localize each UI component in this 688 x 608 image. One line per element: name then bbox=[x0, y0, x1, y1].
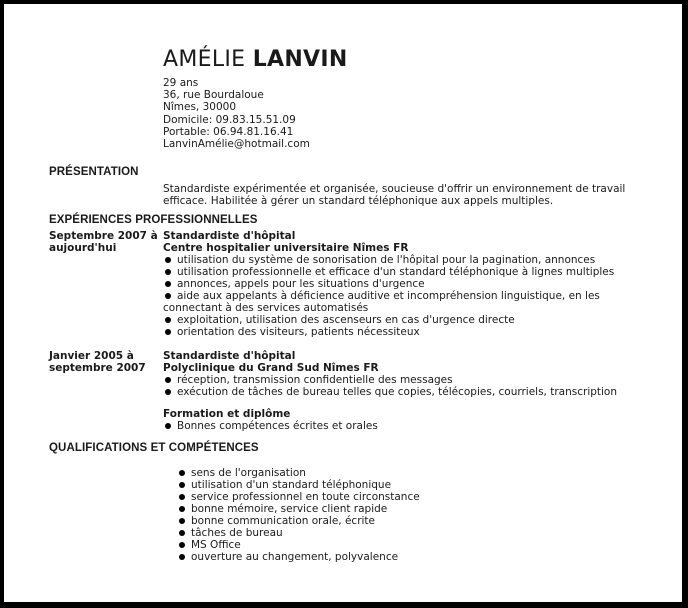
contact-block bbox=[163, 77, 310, 150]
job-position: Standardiste d'hôpital bbox=[163, 350, 296, 362]
list-item: réception, transmission confidentielle des messages bbox=[163, 374, 663, 386]
section-title-qualifications: QUALIFICATIONS ET COMPÉTENCES bbox=[49, 442, 259, 454]
bullet-icon bbox=[165, 423, 171, 429]
bullet-icon bbox=[165, 269, 171, 275]
address-city: Nîmes, 30000 bbox=[163, 101, 237, 114]
list-item: annonces, appels pour les situations d'urgence bbox=[163, 278, 663, 290]
qualifications-list bbox=[177, 467, 420, 563]
bullet-icon bbox=[165, 281, 171, 287]
section-title-presentation: PRÉSENTATION bbox=[49, 166, 139, 178]
list-item: utilisation du système de sonorisation de l'hôpital pour la pagination, annonces bbox=[163, 254, 663, 266]
job-dates: Septembre 2007 à aujourd'hui bbox=[49, 230, 158, 255]
mobile-phone: Portable: 06.94.81.16.41 bbox=[163, 125, 294, 138]
job-position: Standardiste d'hôpital bbox=[163, 230, 296, 242]
bullet-icon bbox=[179, 482, 185, 488]
list-item: Bonnes compétences écrites et orales bbox=[163, 420, 663, 432]
age: 29 ans bbox=[163, 77, 199, 89]
job-bullets bbox=[163, 374, 663, 398]
bullet-icon bbox=[179, 542, 185, 548]
list-item: service professionnel en toute circonstance bbox=[177, 491, 420, 503]
list-item: exploitation, utilisation des ascenseurs en cas d'urgence directe bbox=[163, 314, 663, 326]
list-item: ouverture au changement, polyvalence bbox=[177, 551, 420, 563]
job-bullets bbox=[163, 254, 663, 338]
job-dates: Janvier 2005 à septembre 2007 bbox=[49, 350, 146, 375]
list-item: sens de l'organisation bbox=[177, 467, 420, 479]
list-item: aide aux appelants à déficience auditive et incompréhension linguistique, en les connectant à des services automatisés bbox=[163, 290, 600, 314]
job-organization: Polyclinique du Grand Sud Nîmes FR bbox=[163, 362, 379, 374]
list-item: tâches de bureau bbox=[177, 527, 420, 539]
section-title-experience: EXPÉRIENCES PROFESSIONNELLES bbox=[49, 214, 258, 226]
list-item: bonne mémoire, service client rapide bbox=[177, 503, 420, 515]
list-item: MS Office bbox=[177, 539, 420, 551]
last-name: LANVIN bbox=[252, 47, 348, 72]
list-item: orientation des visiteurs, patients nécessiteux bbox=[163, 326, 663, 338]
bullet-icon bbox=[179, 470, 185, 476]
list-item: exécution de tâches de bureau telles que copies, télécopies, courriels, transcription bbox=[163, 386, 663, 398]
first-name: AMÉLIE bbox=[163, 47, 246, 72]
bullet-icon bbox=[165, 293, 171, 299]
bullet-icon bbox=[165, 329, 171, 335]
bullet-icon bbox=[179, 530, 185, 536]
home-phone: Domicile: 09.83.15.51.09 bbox=[163, 113, 296, 126]
email: LanvinAmélie@hotmail.com bbox=[163, 138, 310, 151]
job-organization: Centre hospitalier universitaire Nîmes FR bbox=[163, 242, 409, 254]
bullet-icon bbox=[165, 377, 171, 383]
education-title: Formation et diplôme bbox=[163, 408, 291, 420]
list-item: utilisation professionnelle et efficace d'un standard téléphonique à lignes multiples bbox=[163, 266, 663, 278]
presentation-text: Standardiste expérimentée et organisée, soucieuse d'offrir un environnement de travail efficace. Habilitée à gérer un standard téléphonique aux appels multiples. bbox=[163, 183, 626, 208]
bullet-icon bbox=[179, 518, 185, 524]
candidate-name bbox=[163, 46, 348, 74]
education-entry bbox=[163, 408, 663, 432]
education-bullets bbox=[163, 420, 663, 432]
bullet-icon bbox=[165, 317, 171, 323]
bullet-icon bbox=[165, 389, 171, 395]
bullet-icon bbox=[179, 554, 185, 560]
address-street: 36, rue Bourdaloue bbox=[163, 89, 264, 102]
list-item: bonne communication orale, écrite bbox=[177, 515, 420, 527]
bullet-icon bbox=[179, 494, 185, 500]
job-entry bbox=[163, 350, 663, 398]
list-item: utilisation d'un standard téléphonique bbox=[177, 479, 420, 491]
job-entry bbox=[163, 230, 663, 338]
bullet-icon bbox=[165, 257, 171, 263]
bullet-icon bbox=[179, 506, 185, 512]
